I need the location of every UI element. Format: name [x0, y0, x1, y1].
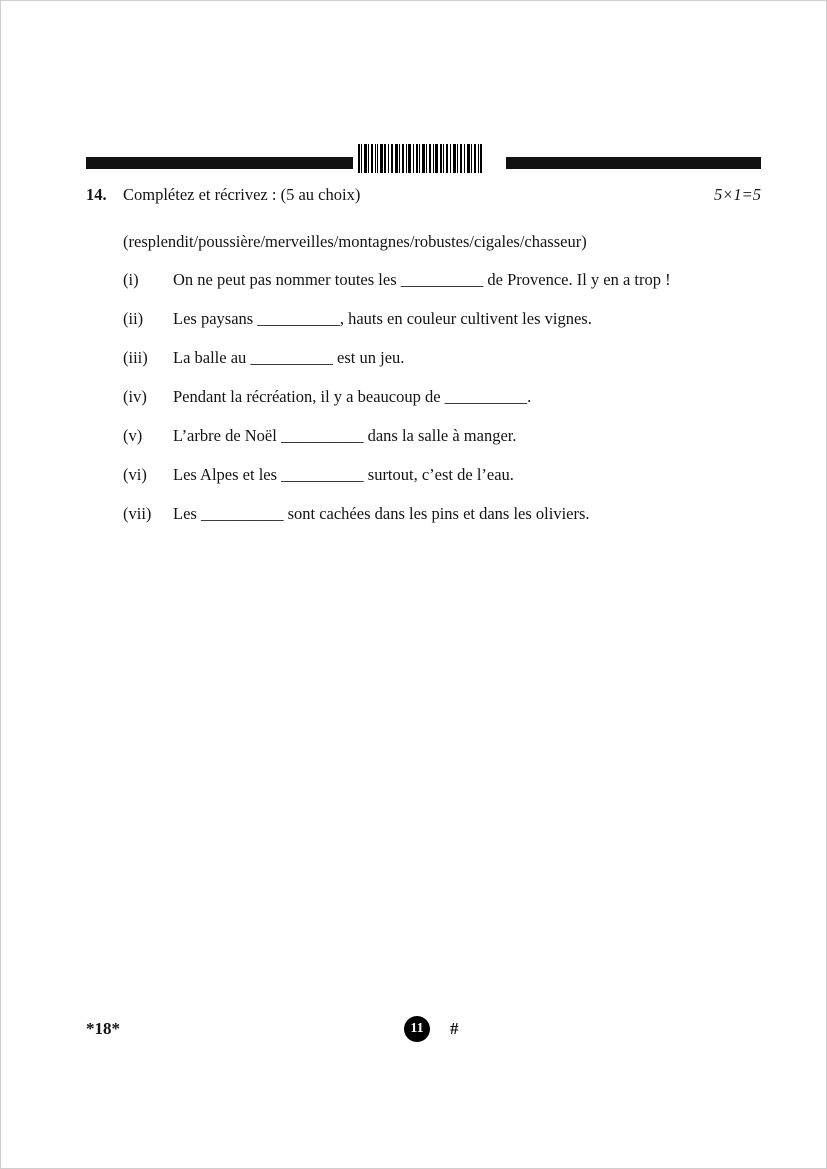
item-label: (iv): [123, 387, 147, 406]
item-text: On ne peut pas nommer toutes les __________ de Provence. Il y en a trop !: [173, 270, 671, 289]
item-row: [123, 501, 763, 527]
item-row: [123, 345, 763, 371]
item-row: [123, 306, 763, 332]
top-rule-left: [86, 157, 353, 169]
item-text: La balle au __________ est un jeu.: [173, 348, 405, 367]
item-label: (ii): [123, 309, 144, 328]
item-label: (vi): [123, 465, 147, 484]
item-text: L’arbre de Noël __________ dans la salle à manger.: [173, 426, 517, 445]
item-row: [123, 462, 763, 488]
page-number-badge: [404, 1016, 430, 1042]
item-label: (v): [123, 426, 143, 445]
top-rule-right: [506, 157, 761, 169]
item-row: [123, 384, 763, 410]
item-label: (i): [123, 270, 139, 289]
hash-mark: #: [450, 1019, 459, 1038]
word-bank: (resplendit/poussière/merveilles/montagnes/robustes/cigales/chasseur): [123, 232, 587, 251]
item-row: [123, 267, 763, 293]
question-marks: 5×1=5: [713, 185, 761, 204]
barcode: [358, 144, 482, 173]
item-text: Les Alpes et les __________ surtout, c’est de l’eau.: [173, 465, 514, 484]
item-label: (iii): [123, 348, 148, 367]
question-number: 14.: [86, 185, 107, 204]
footer-code: *18*: [86, 1019, 120, 1038]
item-label: (vii): [123, 504, 152, 523]
question-items: [123, 267, 763, 540]
item-text: Les __________ sont cachées dans les pins et dans les oliviers.: [173, 504, 590, 523]
item-text: Pendant la récréation, il y a beaucoup de __________.: [173, 387, 532, 406]
question-text: Complétez et récrivez : (5 au choix): [123, 185, 361, 204]
question-header: [86, 184, 761, 206]
page-number: 11: [410, 1021, 424, 1036]
item-text: Les paysans __________, hauts en couleur cultivent les vignes.: [173, 309, 592, 328]
item-row: [123, 423, 763, 449]
